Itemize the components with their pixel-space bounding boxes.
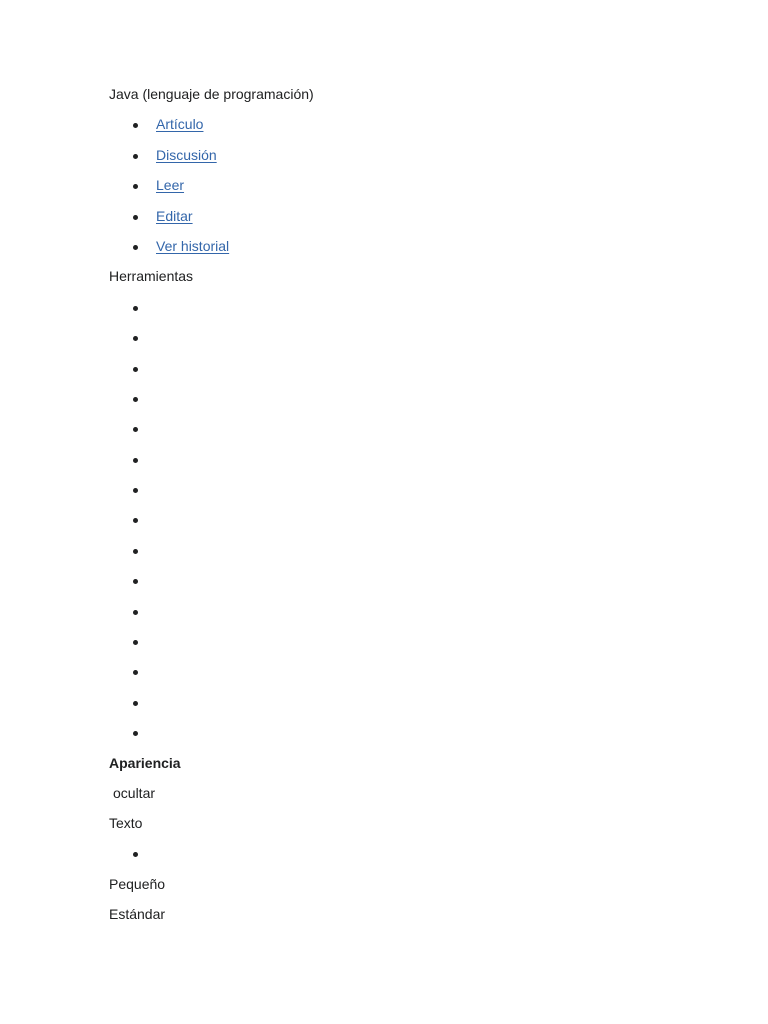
tools-heading: Herramientas xyxy=(109,268,194,285)
bullet-icon xyxy=(133,397,138,402)
tools-list-item xyxy=(109,720,709,750)
bullet-icon xyxy=(133,640,138,645)
link-editar[interactable]: Editar xyxy=(156,207,193,224)
nav-item-discusion xyxy=(109,143,709,173)
tools-list-item xyxy=(109,447,709,477)
bullet-icon xyxy=(133,245,138,250)
bullet-icon xyxy=(133,670,138,675)
bullet-icon xyxy=(133,488,138,493)
size-option-standard[interactable]: Estándar xyxy=(109,906,166,923)
tools-list-item xyxy=(109,477,709,507)
nav-item-ver-historial xyxy=(109,234,709,264)
tools-list-item xyxy=(109,416,709,446)
tools-list-item xyxy=(109,690,709,720)
tools-list-item xyxy=(109,386,709,416)
bullet-icon xyxy=(133,731,138,736)
bullet-icon xyxy=(133,336,138,341)
text-heading: Texto xyxy=(109,814,143,831)
hide-toggle[interactable]: ocultar xyxy=(113,784,156,801)
nav-list xyxy=(109,112,709,264)
page-title: Java (lenguaje de programación) xyxy=(109,86,314,102)
tools-list-item xyxy=(109,507,709,537)
bullet-icon xyxy=(133,549,138,554)
tools-list-item xyxy=(109,295,709,325)
text-options-item xyxy=(109,841,709,871)
appearance-heading: Apariencia xyxy=(109,754,181,771)
link-articulo[interactable]: Artículo xyxy=(156,116,204,133)
bullet-icon xyxy=(133,701,138,706)
bullet-icon xyxy=(133,184,138,189)
bullet-icon xyxy=(133,427,138,432)
link-ver-historial[interactable]: Ver historial xyxy=(156,237,230,254)
bullet-icon xyxy=(133,306,138,311)
tools-list-item xyxy=(109,356,709,386)
tools-list-item xyxy=(109,659,709,689)
bullet-icon xyxy=(133,852,138,857)
size-option-small[interactable]: Pequeño xyxy=(109,875,166,892)
nav-item-editar xyxy=(109,204,709,234)
nav-item-articulo xyxy=(109,112,709,142)
tools-list-item xyxy=(109,325,709,355)
text-options-list xyxy=(109,841,709,871)
bullet-icon xyxy=(133,518,138,523)
bullet-icon xyxy=(133,610,138,615)
link-discusion[interactable]: Discusión xyxy=(156,146,217,163)
tools-list-item xyxy=(109,599,709,629)
bullet-icon xyxy=(133,367,138,372)
tools-list-item xyxy=(109,538,709,568)
tools-list xyxy=(109,295,709,751)
nav-item-leer xyxy=(109,173,709,203)
bullet-icon xyxy=(133,579,138,584)
bullet-icon xyxy=(133,123,138,128)
bullet-icon xyxy=(133,154,138,159)
link-leer[interactable]: Leer xyxy=(156,177,185,194)
tools-list-item xyxy=(109,629,709,659)
bullet-icon xyxy=(133,215,138,220)
tools-list-item xyxy=(109,568,709,598)
bullet-icon xyxy=(133,458,138,463)
page-content xyxy=(109,82,709,933)
